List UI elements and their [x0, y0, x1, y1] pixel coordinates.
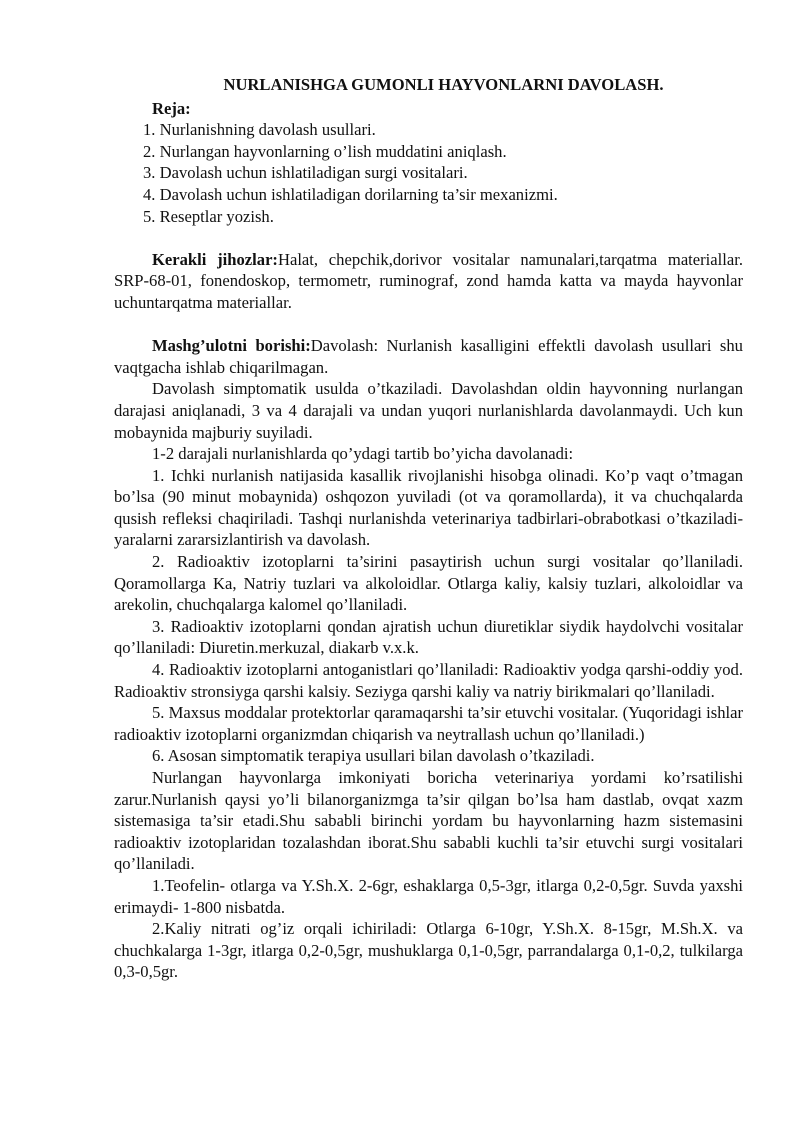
- body-paragraph: Davolash simptomatik usulda o’tkaziladi. Davolashdan oldin hayvonning nurlangan darajasi aniqlanadi, 3 va 4 darajali va undan yuqori nurlanishlarda davolanmaydi. Uch kun mobaynida majburiy suyiladi.: [114, 379, 743, 442]
- equipment-paragraph: [114, 249, 743, 314]
- spacer: [114, 227, 743, 249]
- plan-item: 2. Nurlangan hayvonlarning o’lish muddatini aniqlash.: [143, 141, 507, 161]
- body-paragraph: Nurlangan hayvonlarga imkoniyati boricha veterinariya yordami ko’rsatilishi zarur.Nurlanish qaysi yo’li bilanorganizmga ta’sir qilgan bo’lsa ham dastlab, ovqat xazm sistemasiga ta’sir etadi.Shu sababli birinchi yordam bu hayvonlarning hazm sistemasini radioaktiv izotoplaridan tozalashdan iborat.Shu sababli kuchli ta’sir etuvchi surgi vositalari qo’llaniladi.: [114, 768, 743, 874]
- body-paragraph: 6. Asosan simptomatik terapiya usullari bilan davolash o’tkaziladi.: [152, 746, 595, 766]
- plan-item: 3. Davolash uchun ishlatiladigan surgi vositalari.: [143, 163, 468, 183]
- plan-item: 4. Davolash uchun ishlatiladigan dorilarning ta’sir mexanizmi.: [143, 184, 558, 204]
- body-paragraph: 3. Radioaktiv izotoplarni qondan ajratish uchun diuretiklar siydik haydolvchi vositalar qo’llaniladi: Diuretin.merkuzal, diakarb v.x.k.: [114, 616, 743, 658]
- plan-item: 5. Reseptlar yozish.: [143, 206, 274, 226]
- equipment-text: Halat, chepchik,dorivor vositalar namunalari,tarqatma materiallar. SRP-68-01, fonendoskop, termometr, ruminograf, zond hamda katta va mayda hayvonlar uchuntarqatma materiallar.: [114, 249, 744, 312]
- plan-item: 1. Nurlanishning davolash usullari.: [143, 120, 376, 140]
- spacer: [114, 314, 743, 336]
- procedure-intro-paragraph: [114, 335, 743, 378]
- body-paragraph: 4. Radioaktiv izotoplarni antoganistlari qo’llaniladi: Radioaktiv yodga qarshi-oddiy yod. Radioaktiv stronsiyga qarshi kalsiy. Seziyga qarshi kaliy va natriy birikmalari qo’llaniladi.: [114, 660, 743, 701]
- equipment-label: Kerakli jihozlar:: [152, 249, 278, 269]
- body-paragraph: 2.Kaliy nitrati og’iz orqali ichiriladi: Otlarga 6-10gr, Y.Sh.X. 8-15gr, M.Sh.X. va chuchkalarga 1-3gr, itlarga 0,2-0,5gr, mushuklarga 0,1-0,5gr, parrandalarga 0,1-0,2, tulkilarga 0,3-0,5gr.: [114, 919, 743, 982]
- body-paragraph: 2. Radioaktiv izotoplarni ta’sirini pasaytirish uchun surgi vositalar qo’llaniladi. Qoramollarga Ka, Natriy tuzlari va alkoloidlar. Otlarga kaliy, kalsiy tuzlari, alkoloidlar va arekolin, chuchqalarga kalomel qo’llaniladi.: [114, 552, 743, 615]
- procedure-intro: Davolash: Nurlanish kasalligini effektli davolash usullari shu vaqtgacha ishlab chiqarilmagan.: [114, 336, 743, 377]
- body-paragraph: 1.Teofelin- otlarga va Y.Sh.X. 2-6gr, eshaklarga 0,5-3gr, itlarga 0,2-0,5gr. Suvda yaxshi erimaydi- 1-800 nisbatda.: [114, 875, 743, 917]
- body-paragraph: 1-2 darajali nurlanishlarda qo’ydagi tartib bo’yicha davolanadi:: [152, 444, 574, 464]
- document-title: NURLANISHGA GUMONLI HAYVONLARNI DAVOLASH.: [223, 75, 664, 94]
- procedure-label: Mashg’ulotni borishi:: [152, 336, 311, 356]
- plan-list: [114, 119, 743, 227]
- body-paragraph: 1. Ichki nurlanish natijasida kasallik rivojlanishi hisobga olinadi. Ko’p vaqt o’tmagan bo’lsa (90 minut mobaynida) oshqozon yuviladi (ot va qoramollarda), it va chuchqalarda qusish refleksi chaqiriladi. Tashqi nurlanishda veterinariya tadbirlari-obrabotkasi o’tkaziladi-yaralarni zararsizlantirish va davolash.: [114, 465, 743, 550]
- plan-heading: Reja:: [152, 98, 191, 118]
- document-page: [114, 74, 743, 983]
- body-paragraph: 5. Maxsus moddalar protektorlar qaramaqarshi ta’sir etuvchi vositalar. (Yuqoridagi ishlar radioaktiv izotoplarni organizmdan chiqarish va neytrallash uchun qo’llaniladi.): [114, 703, 743, 744]
